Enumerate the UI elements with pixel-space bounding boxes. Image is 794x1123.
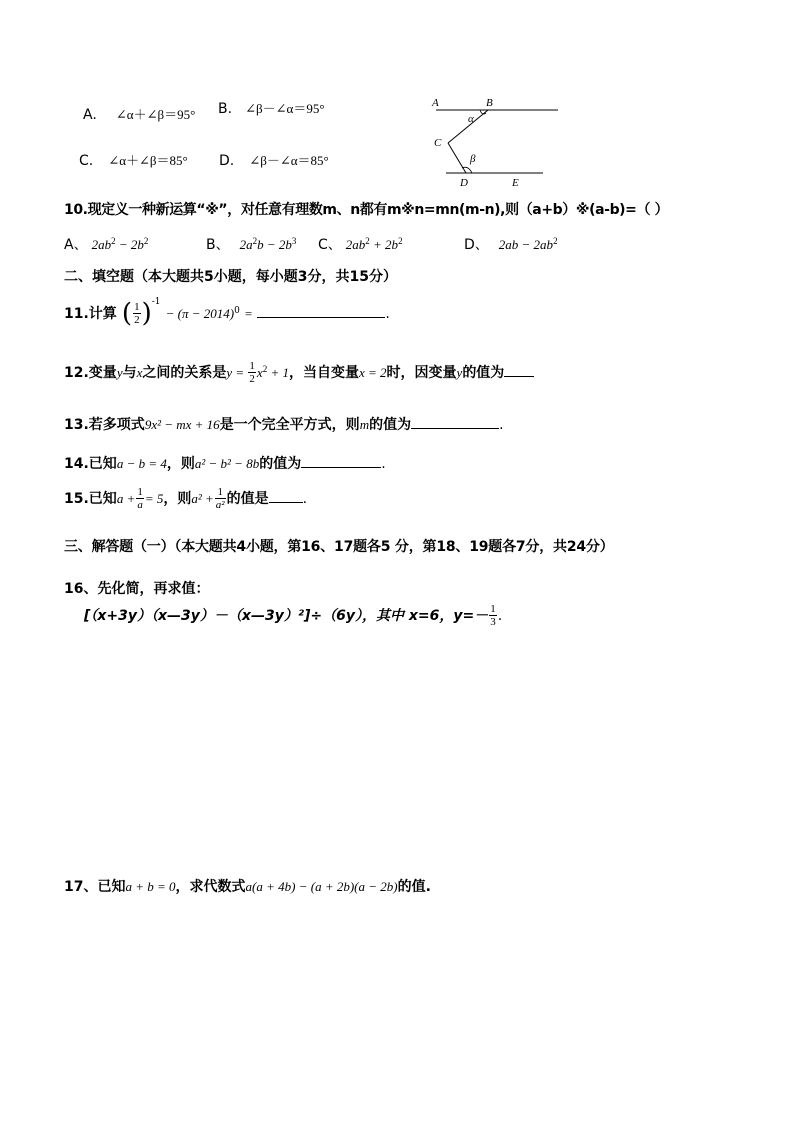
option-label-b: B、 [206, 237, 230, 253]
option-expr: ∠α＋∠β＝85° [108, 153, 188, 168]
option-label: B. [218, 101, 233, 117]
option-expr: ∠α＋∠β＝95° [115, 107, 196, 122]
label-e: E [512, 177, 519, 189]
q12-answer-blank[interactable] [504, 362, 534, 377]
q15-fraction-1: $\frac{1}{a}$ [137, 486, 143, 511]
label-alpha: α [468, 113, 474, 125]
option-b-expr: $2a^2b - 2b^3$ [239, 236, 297, 252]
option-d-expr: $2ab - 2ab^2$ [498, 236, 558, 252]
label-c: C [434, 137, 442, 149]
option-expr: ∠β－∠α＝95° [245, 101, 325, 116]
q15-answer-blank[interactable] [269, 488, 303, 503]
q14-answer-blank[interactable] [301, 453, 381, 468]
label-beta: β [470, 153, 476, 165]
q10-option-c [318, 234, 403, 254]
q12: 12.变量y与x之间的关系是y = $\frac{1}{2}$ $x^2 + 1$，当自变量x = 2时，因变量y的值为 [64, 360, 534, 385]
option-label-a: A、 [64, 237, 88, 253]
q14: 14.已知a − b = 4，则a² − b² − 8b的值为 . [64, 453, 386, 473]
q15-fraction-2: $\frac{1}{\text{a²}}$ [215, 486, 225, 511]
q9-figure [428, 92, 563, 192]
option-label: D. [219, 153, 235, 169]
q10-stem: 10.现定义一种新运算“※”，对任意有理数m、n都有m※n=mn(m-n),则（a+b）※(a-b)=（ ） [64, 202, 669, 218]
q9-option-b [218, 98, 325, 117]
q10-option-d [464, 234, 558, 254]
q10-options [64, 234, 148, 254]
option-c-expr: $2ab^2 + 2b^2$ [345, 236, 403, 252]
q16-expression: [（x+3y）（x—3y）－（x—3y）²]÷（6y），其中 x=6，y=－ $\frac{1}{3}$ . [84, 603, 503, 628]
q15: 15.已知a + $\frac{1}{a}$ = 5，则a² + $\frac{1}{\text{a²}}$ 的值是 . [64, 486, 308, 511]
section-3-heading: 三、解答题（一）（本大题共4小题，第16、17题各5 分，第18、19题各7分，共24分） [64, 539, 614, 555]
q11: 11.计算 ( $\frac{1}{2}$ )$^{-1} - (\pi - 2014)^0$ = . [64, 297, 390, 329]
q11-pi-term: (π − 2014) [177, 306, 235, 321]
option-expr: ∠β－∠α＝85° [249, 153, 329, 168]
q11-answer-blank[interactable] [257, 303, 385, 318]
segment-cd [448, 143, 466, 173]
label-a: A [432, 97, 439, 109]
label-b: B [486, 97, 493, 109]
q11-fraction: $\frac{1}{2}$ [134, 301, 140, 326]
option-a-expr: $2ab^2 - 2b^2$ [91, 236, 149, 252]
q12-fraction: $\frac{1}{2}$ [249, 360, 255, 385]
q9-option-d [219, 150, 329, 169]
label-d: D [460, 177, 468, 189]
q13-answer-blank[interactable] [411, 414, 499, 429]
section-2-heading: 二、填空题（本大题共5小题，每小题3分，共15分） [64, 269, 397, 285]
q13: 13.若多项式9x² − mx + 16是一个完全平方式，则m的值为 . [64, 414, 504, 434]
option-label-c: C、 [318, 237, 342, 253]
q9-option-c [79, 150, 188, 169]
q11-exponent: -1 [151, 297, 161, 307]
q11-prefix: 11.计算 [64, 306, 117, 322]
q17: 17、已知a + b = 0，求代数式a(a + 4b) − (a + 2b)(a − 2b)的值. [64, 879, 431, 895]
q10-option-b [206, 234, 296, 254]
q16-fraction: $\frac{1}{3}$ [490, 603, 496, 628]
q16-title: 16、先化简，再求值： [64, 581, 210, 597]
option-label: A. [83, 107, 97, 123]
option-label: C. [79, 153, 94, 169]
option-label-d: D、 [464, 237, 489, 253]
q9-option-a [83, 104, 195, 123]
